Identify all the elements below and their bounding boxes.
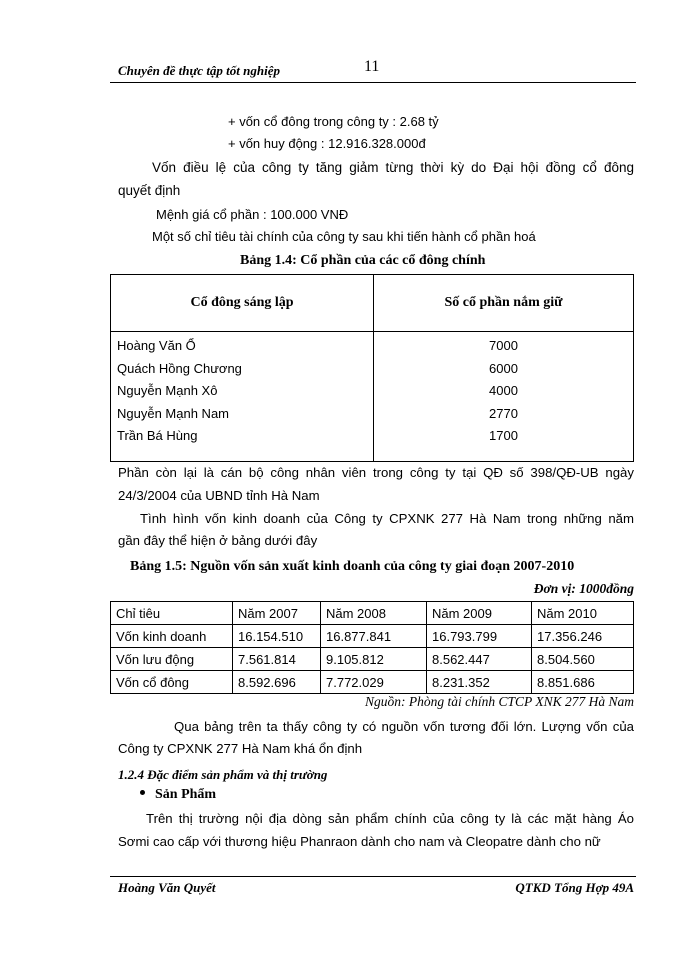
table-2-cell: 8.592.696 xyxy=(233,671,321,694)
shareholder-shares: 6000 xyxy=(489,360,518,376)
shareholder-shares: 7000 xyxy=(489,338,518,353)
table-1-shares xyxy=(374,332,634,462)
shareholder-name: Trần Bá Hùng xyxy=(117,428,198,443)
after-table-1-line-2: 24/3/2004 của UBND tỉnh Hà Nam xyxy=(118,488,320,503)
header-title: Chuyên đề thực tập tốt nghiệp xyxy=(118,63,280,78)
table-2-caption: Bảng 1.5: Nguồn vốn sản xuất kinh doanh của công ty giai đoạn 2007-2010 xyxy=(130,559,575,574)
table-2-cell: 9.105.812 xyxy=(321,648,427,671)
after-table-1-line-3: Tình hình vốn kinh doanh của Công ty CPXNK 277 Hà Nam trong những năm xyxy=(140,511,634,526)
para-3: Một số chỉ tiêu tài chính của công ty sau khi tiến hành cổ phần hoá xyxy=(152,229,536,244)
table-2-cell: 17.356.246 xyxy=(532,625,634,648)
table-row xyxy=(111,671,634,694)
shareholder-name: Nguyễn Mạnh Xô xyxy=(117,383,218,398)
after-table-1-line-4: gần đây thể hiện ở bảng dưới đây xyxy=(118,533,318,548)
page-number: 11 xyxy=(364,58,380,75)
shareholder-name: Nguyễn Mạnh Nam xyxy=(117,405,229,421)
table-2-cell: 7.561.814 xyxy=(233,648,321,671)
footer-author: Hoàng Văn Quyết xyxy=(118,880,216,895)
table-1-caption: Bảng 1.4: Cổ phần của các cổ đông chính xyxy=(240,253,486,268)
table-row xyxy=(111,648,634,671)
shareholder-shares: 1700 xyxy=(489,428,518,443)
capital-table xyxy=(110,601,634,694)
bullet-icon xyxy=(140,790,145,795)
footer-class: QTKD Tổng Hợp 49A xyxy=(515,880,634,895)
section-line-1: Trên thị trường nội địa dòng sản phẩm chính của công ty là các mặt hàng Áo xyxy=(146,811,634,826)
table-2-cell: Vốn kinh doanh xyxy=(111,625,233,648)
shareholder-table xyxy=(110,274,634,462)
table-row xyxy=(111,602,634,625)
bullet-label: Sản Phẩm xyxy=(155,787,217,802)
table-2-cell: 16.793.799 xyxy=(427,625,532,648)
para-1-line-2: quyết định xyxy=(118,183,181,198)
after-table-1-line-1: Phần còn lại là cán bộ công nhân viên trong công ty tại QĐ số 398/QĐ-UB ngày xyxy=(118,465,634,480)
bullet-item xyxy=(140,787,216,803)
table-2-header: Năm 2010 xyxy=(532,602,634,625)
table-2-header: Năm 2009 xyxy=(427,602,532,625)
para-2: Mệnh giá cổ phần : 100.000 VNĐ xyxy=(156,207,349,222)
table-2-cell: 16.877.841 xyxy=(321,625,427,648)
table-1-header-shares: Số cổ phần nắm giữ xyxy=(374,275,634,332)
table-2-cell: 8.562.447 xyxy=(427,648,532,671)
after-table-2-line-2: Công ty CPXNK 277 Hà Nam khá ổn định xyxy=(118,741,363,756)
table-2-cell: 8.504.560 xyxy=(532,648,634,671)
after-table-2-line-1: Qua bảng trên ta thấy công ty có nguồn vốn tương đối lớn. Lượng vốn của xyxy=(174,719,634,734)
table-2-header: Năm 2008 xyxy=(321,602,427,625)
section-line-2: Sơmi cao cấp với thương hiệu Phanraon dành cho nam và Cleopatre dành cho nữ xyxy=(118,834,601,849)
table-2-header: Năm 2007 xyxy=(233,602,321,625)
table-1-header-founder: Cổ đông sáng lập xyxy=(111,275,374,332)
intro-line-1: + vốn cổ đông trong công ty : 2.68 tỷ xyxy=(228,114,439,129)
shareholder-shares: 2770 xyxy=(489,405,518,421)
table-1-names xyxy=(111,332,374,462)
header-rule xyxy=(110,82,636,83)
table-2-source: Nguồn: Phòng tài chính CTCP XNK 277 Hà Nam xyxy=(364,694,634,709)
intro-line-2: + vốn huy động : 12.916.328.000đ xyxy=(228,136,426,151)
table-2-unit: Đơn vị: 1000đồng xyxy=(533,581,634,596)
shareholder-name: Hoàng Văn Ổ xyxy=(117,338,196,353)
table-2-cell: 8.231.352 xyxy=(427,671,532,694)
section-heading: 1.2.4 Đặc điểm sản phẩm và thị trường xyxy=(118,767,328,782)
shareholder-name: Quách Hồng Chương xyxy=(117,360,242,376)
table-2-cell: 16.154.510 xyxy=(233,625,321,648)
table-2-header: Chỉ tiêu xyxy=(111,602,233,625)
table-2-cell: Vốn lưu động xyxy=(111,648,233,671)
table-row xyxy=(111,625,634,648)
para-1-line-1: Vốn điều lệ của công ty tăng giảm từng thời kỳ do Đại hội đồng cổ đông xyxy=(152,160,634,175)
table-2-cell: 7.772.029 xyxy=(321,671,427,694)
table-2-cell: 8.851.686 xyxy=(532,671,634,694)
table-2-cell: Vốn cổ đông xyxy=(111,671,233,694)
shareholder-shares: 4000 xyxy=(489,383,518,398)
footer-rule xyxy=(110,876,636,877)
